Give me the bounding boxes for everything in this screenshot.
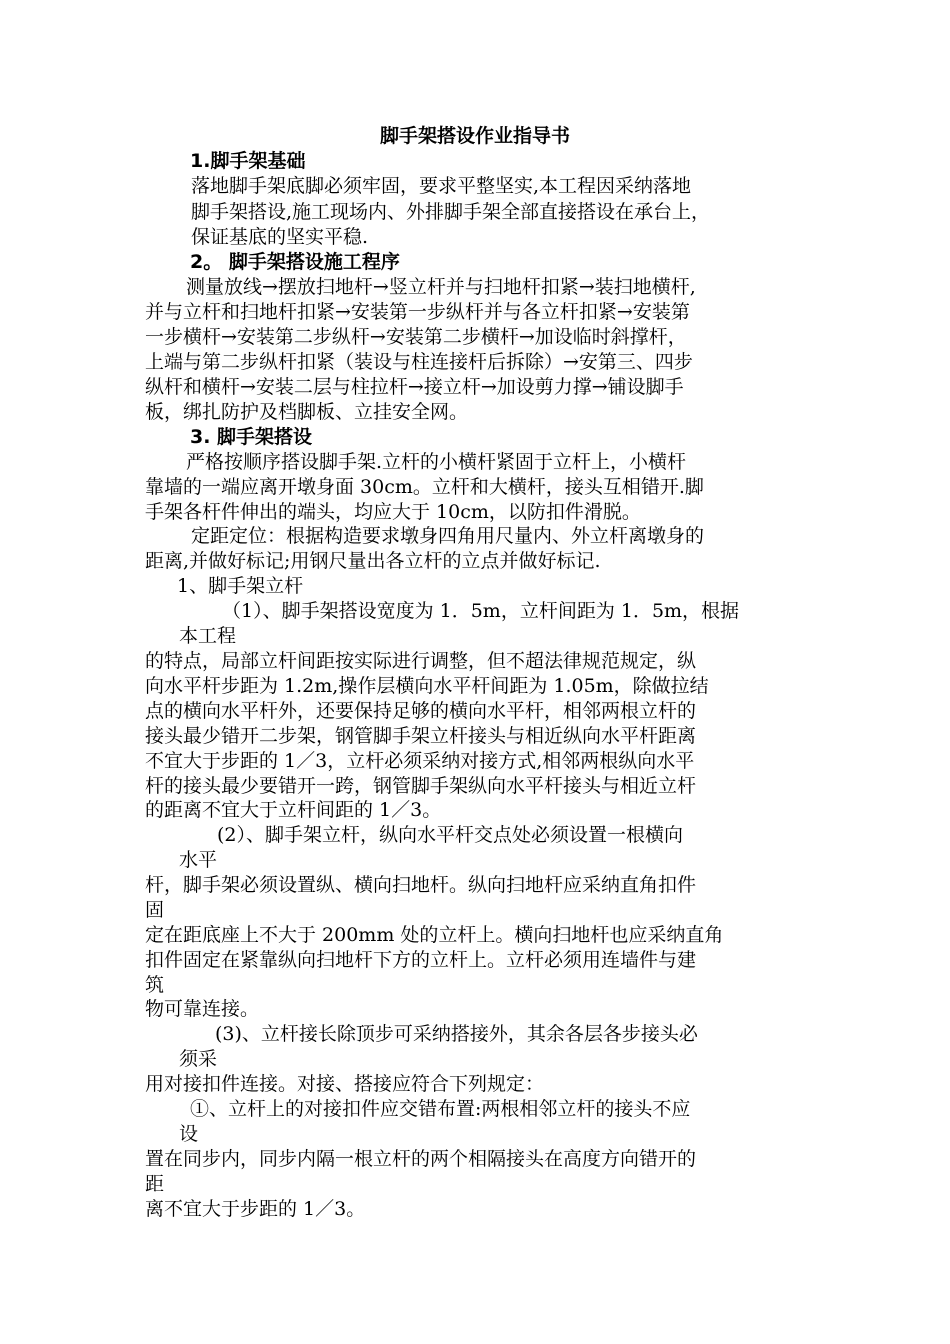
paragraph-line: 上端与第二步纵杆扣紧（装设与柱连接杆后拆除）→安第三、四步: [145, 351, 693, 373]
paragraph-line: ①、立杆上的对接扣件应交错布置:两根相邻立杆的接头不应: [190, 1098, 691, 1120]
paragraph-line: 置在同步内，同步内隔一根立杆的两个相隔接头在高度方向错开的: [145, 1148, 697, 1170]
subsection-heading: 1、脚手架立杆: [177, 575, 304, 597]
paragraph-line: （1）、脚手架搭设宽度为 1．5m，立杆间距为 1．5m，根据: [222, 600, 740, 622]
paragraph-line: 一步横杆→安装第二步纵杆→安装第二步横杆→加设临时斜撑杆，: [145, 326, 687, 348]
paragraph-line: 纵杆和横杆→安装二层与柱拉杆→接立杆→加设剪力撑→铺设脚手: [145, 376, 684, 398]
paragraph-line: 离不宜大于步距的 1／3。: [145, 1198, 366, 1220]
paragraph-line: 脚手架搭设,施工现场内、外排脚手架全部直接搭设在承台上，: [191, 201, 711, 223]
paragraph-line: 定距定位：根据构造要求墩身四角用尺量内、外立杆离墩身的: [191, 525, 705, 547]
paragraph-line: 严格按顺序搭设脚手架.立杆的小横杆紧固于立杆上，小横杆: [186, 451, 687, 473]
section-heading-1: 1.脚手架基础: [190, 150, 306, 172]
paragraph-line: 保证基底的坚实平稳.: [191, 226, 369, 248]
document-title: 脚手架搭设作业指导书: [379, 125, 570, 147]
paragraph-line: 距: [145, 1173, 165, 1195]
paragraph-line: 杆的接头最少要错开一跨，钢管脚手架纵向水平杆接头与相近立杆: [145, 775, 697, 797]
paragraph-line: 靠墙的一端应离开墩身面 30cm。立杆和大横杆，接头互相错开.脚: [145, 476, 704, 498]
paragraph-line: 杆，脚手架必须设置纵、横向扫地杆。纵向扫地杆应采纳直角扣件: [145, 874, 697, 896]
paragraph-line: 落地脚手架底脚必须牢固，要求平整坚实,本工程因采纳落地: [191, 175, 692, 197]
paragraph-line: 物可靠连接。: [145, 998, 260, 1020]
section-heading-2: 2。 脚手架搭设施工程序: [190, 251, 400, 273]
paragraph-line: 板，绑扎防护及档脚板、立挂安全网。: [145, 401, 469, 423]
paragraph-line: (2）、脚手架立杆，纵向水平杆交点处必须设置一根横向: [217, 824, 684, 846]
paragraph-line: 本工程: [179, 625, 237, 647]
section-heading-3: 3. 脚手架搭设: [190, 426, 313, 448]
paragraph-line: 点的横向水平杆外，还要保持足够的横向水平杆，相邻两根立杆的: [145, 700, 697, 722]
paragraph-line: 测量放线→摆放扫地杆→竖立杆并与扫地杆扣紧→装扫地横杆,: [186, 276, 696, 298]
paragraph-line: 须采: [179, 1048, 218, 1070]
paragraph-line: 定在距底座上不大于 200mm 处的立杆上。横向扫地杆也应采纳直角: [145, 924, 724, 946]
paragraph-line: 向水平杆步距为 1.2m,操作层横向水平杆间距为 1.05m，除做拉结: [145, 675, 709, 697]
paragraph-line: 距离,并做好标记;用钢尺量出各立杆的立点并做好标记.: [145, 550, 601, 572]
paragraph-line: 并与立杆和扫地杆扣紧→安装第一步纵杆并与各立杆扣紧→安装第: [145, 301, 690, 323]
paragraph-line: 用对接扣件连接。对接、搭接应符合下列规定：: [145, 1073, 545, 1095]
paragraph-line: 的特点，局部立杆间距按实际进行调整，但不超法律规范规定，纵: [145, 650, 697, 672]
paragraph-line: 水平: [179, 849, 218, 871]
paragraph-line: 筑: [145, 974, 165, 996]
paragraph-line: 不宜大于步距的 1／3，立杆必须采纳对接方式,相邻两根纵向水平: [145, 750, 695, 772]
paragraph-line: 设: [179, 1123, 199, 1145]
paragraph-line: 的距离不宜大于立杆间距的 1／3。: [145, 799, 442, 821]
paragraph-line: 手架各杆件伸出的端头，均应大于 10cm，以防扣件滑脱。: [145, 501, 641, 523]
paragraph-line: 扣件固定在紧靠纵向扫地杆下方的立杆上。立杆必须用连墙件与建: [145, 949, 697, 971]
paragraph-line: 接头最少错开二步架，钢管脚手架立杆接头与相近纵向水平杆距离: [145, 725, 697, 747]
paragraph-line: (3)、立杆接长除顶步可采纳搭接外，其余各层各步接头必: [215, 1023, 698, 1045]
paragraph-line: 固: [145, 899, 165, 921]
